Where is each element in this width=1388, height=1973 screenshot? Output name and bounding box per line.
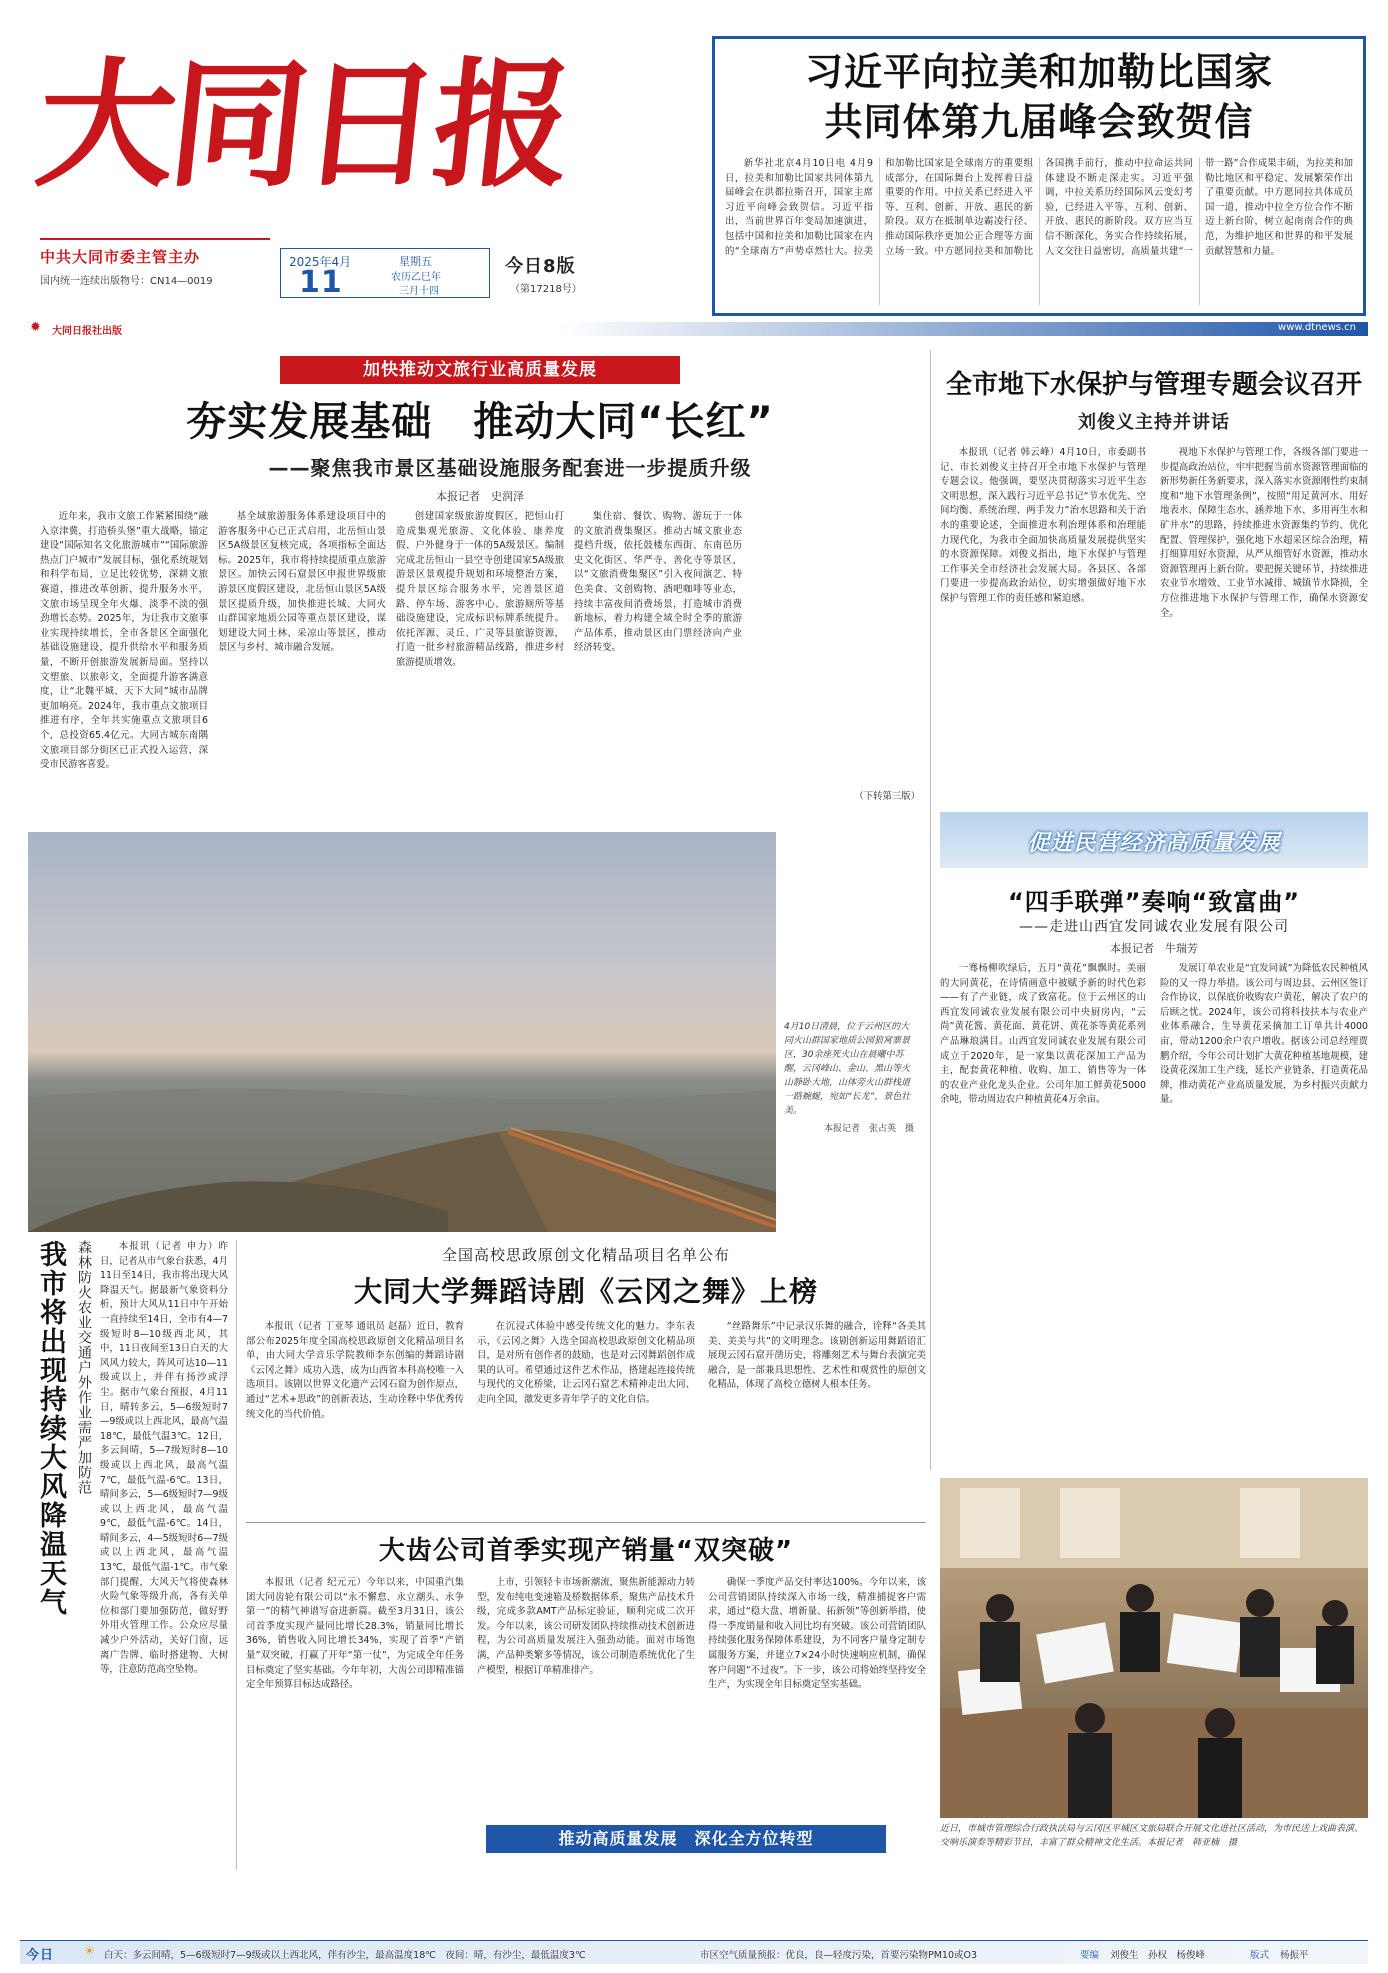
private-subtitle: ——走进山西宜发同诚农业发展有限公司 bbox=[1019, 919, 1289, 935]
drama-col-3: “丝路舞乐”中记录汉乐舞的融合，诠释“各美其美、美美与共”的文明理念。该剧创新运用舞蹈语汇展现云冈石窟开凿历史，将雕刻艺术与舞台表演完美融合，是一部兼具思想性、艺术性和观赏性的原创文化精品，体现了高校立德树人根本任务。 bbox=[708, 1321, 926, 1391]
water-article bbox=[940, 350, 1368, 790]
volcano-photo bbox=[28, 832, 776, 1232]
drama-col-2: 在沉浸式体验中感受传统文化的魅力。李东表示，《云冈之舞》入选全国高校思政原创文化精品项目，是对所有创作者的鼓励，也是对云冈舞蹈创作成果的认可。希望通过这件艺术作品，搭建起连接传统与现代的文化桥梁，让云冈石窟艺术精神走出大同、走向全国，激发更多青年学子的文化自信。 bbox=[477, 1321, 695, 1405]
section-rule bbox=[246, 1522, 926, 1523]
volcano-landscape bbox=[28, 832, 776, 1232]
flame-icon: ✹ bbox=[30, 320, 41, 335]
water-title: 全市地下水保护与管理专题会议召开 bbox=[945, 370, 1362, 400]
lead-story bbox=[712, 36, 1366, 316]
footer-layout: 杨振平 bbox=[1280, 1950, 1309, 1961]
volcano-caption-text: 4月10日清晨，位于云州区的大同火山群国家地质公园狼窝寨景区，30余座死火山在晨曦中苏醒，云冈峰山、金山、黑山等火山静卧大地，山体旁火山群栈道一路蜿蜒，宛如“长龙”，景色壮美。 bbox=[784, 1022, 911, 1116]
page-count: 今日8版 bbox=[505, 256, 576, 277]
weather-article bbox=[28, 1240, 228, 1880]
lead-title-line1: 习近平向拉美和加勒比国家 bbox=[804, 50, 1273, 94]
auto-col-1: 本报讯（记者 纪元元）今年以来，中国重汽集团大同齿轮有限公司以“永不懈怠、永立潮头、永争第一”的精气神谱写奋进新篇。截至3月31日，该公司首季度实现产量同比增长28.3%，销量同比增长36%，销售收入同比增长34%，实现了首季“产销量”双突破，打赢了开年“第一仗”，为完成全年任务目标奠定了坚实基础。今年年初，大齿公司即精准锚定全年预算目标达成路径。 bbox=[246, 1577, 464, 1691]
publisher: 大同日报社出版 bbox=[52, 326, 122, 337]
website[interactable]: www.dtnews.cn bbox=[1278, 322, 1356, 333]
day-number: 11 bbox=[299, 265, 343, 300]
auto-col-2: 上市，引领轻卡市场新潮流，聚焦新能源动力转型，发布纯电变速箱及桥数据体系，聚焦产品技术升级，完成多款AMT产品标定验证，顺利完成二次开发。今年以来，该公司研发团队持续推动技术创新进程，为公司高质量发展注入强劲动能。面对市场饱满，产品种类繁多等情况，该公司制造系统优化了生产模型，根据订单精准排产。 bbox=[477, 1577, 695, 1676]
water-subtitle: 刘俊义主持并讲话 bbox=[1078, 412, 1230, 433]
weather-icon: ☀ bbox=[84, 1944, 95, 1958]
lead-title-line2: 共同体第九届峰会致贺信 bbox=[824, 100, 1254, 144]
issn: 国内统一连续出版物号：CN14—0019 bbox=[40, 276, 213, 287]
auto-col-3: 确保一季度产品交付率达100%。今年以来，该公司营销团队持续深入市场一线，精准捕捉客户需求，通过“稳大盘、增新量、拓新领”等创新举措，使得一季度销量和收入同比均有突破。该公司营销团队持续强化服务保障体系建设，为不同客户量身定制专属服务方案，并建立7×24小时快速响应机制，确保客户问题“不过夜”。下一步，该公司将始终坚持安全生产，为实现全年目标奠定坚实基础。 bbox=[708, 1577, 926, 1691]
volcano-credit: 本报记者 张占英 摄 bbox=[823, 1124, 914, 1134]
sponsor: 中共大同市委主管主办 bbox=[40, 248, 201, 266]
water-col-1: 本报讯（记者 韩云峰）4月10日，市委副书记、市长刘俊义主持召开全市地下水保护与管理专题会议。他强调，要坚决贯彻落实习近平生态文明思想，深入践行习近平总书记“节水优先、空间均衡、系统治理、两手发力”治水思路和关于治水的重要论述，全面推进水利治理体系和治理能力现代化，为我市全面加快高质量发展提供坚实的水资源保障。刘俊义指出，地下水保护与管理工作事关全市经济社会发展大局。各县区、各部门要进一步提高政治站位，切实增强做好地下水保护与管理工作的责任感和紧迫感。 bbox=[940, 447, 1146, 604]
weekday: 星期五 bbox=[399, 255, 432, 268]
private-col-2: 发展订单农业是“宜发同诚”为降低农民种植风险的又一得力举措。该公司与周边县、云州区签订合作协议，以保底价收购农户黄花，解决了农户的后顾之忧。2024年，该公司将科技扶本与农业产业体系融合，生导黄花采摘加工订单共计4000亩，带动1200余户农户增收。据该公司总经理贾鹏介绍，今年公司计划扩大黄花种植基地规模，建设黄花深加工生产线，延长产业链条，打造黄花品牌，推动黄花产业高质量发展，为乡村振兴贡献力量。 bbox=[1160, 963, 1368, 1106]
private-title: “四手联弹”奏响“致富曲” bbox=[1007, 888, 1301, 916]
footer-layout-label: 版式 bbox=[1250, 1950, 1270, 1961]
tourism-col-2: 基全域旅游服务体系建设项目中的游客服务中心已正式启用，北岳恒山景区5A级景区复核完成，各项指标全面达标。2025年，我市将持续提质重点旅游景区。加快云冈石窟景区申报世界级旅游景区度假区建设，北岳恒山景区5A级景区提质升级，加快推进长城、大同火山群国家地质公园等重点景区建设，谋划建设大同土林、采凉山等景区，推动景区与乡村、城市融合发展。 bbox=[218, 511, 386, 654]
tourism-banner: 加快推动文旅行业高质量发展 bbox=[280, 356, 680, 384]
lead-body: 新华社北京4月10日电 4月9日，拉美和加勒比国家共同体第九届峰会在洪都拉斯召开，国家主席习近平向峰会致贺信。习近平指出，当前世界百年变局加速演进，包括中国和拉美和加勒比国家在内的“全球南方”声势卓然壮大。拉美和加勒比国家是全球南方的重要组成部分，在国际舞台上发挥着日益重要的作用。中拉关系已经进入平等、互利、创新、开放、惠民的新阶段。双方在抵制单边霸凌行径、推动国际秩序更加公正合理等方面立场一致。中方愿同拉美和加勒比各国携手前行，推动中拉命运共同体建设不断走深走实。习近平强调，中拉关系历经国际风云变幻考验，已经进入平等、互利、创新、开放、惠民的新阶段。双方应当互信不断深化，务实合作持续拓展，人文交往日益密切，高质量共建“一带一路”合作成果丰硕，为拉美和加勒比地区和平稳定、发展繁荣作出了重要贡献。中方愿同拉共体成员国一道，推动中拉全方位合作不断迈上新台阶，树立起南南合作的典范，为维护地区和世界的和平发展贡献智慧和力量。 bbox=[725, 158, 1353, 257]
water-col-2: 视地下水保护与管理工作，各级各部门要进一步提高政治站位，牢牢把握当前水资源管理面临的新形势新任务新要求，深入落实水资源刚性约束制度和“地下水管理条例”，按照“用足黄河水、用好地表水、保障生态水、涵养地下水、多用再生水和矿井水”的思路，持续推进水资源集约节约、优化配置、管理保护，强化地下水超采区综合治理，精打细算用好水资源，从严从细管好水资源，推动水资源管理再上新台阶。要把握关键环节，持续推进农业节水增效、工业节水减排、城镇节水降损，全方位推进地下水保护与管理工作，确保水资源安全。 bbox=[1160, 447, 1368, 619]
footer-today: 今日 bbox=[26, 1948, 55, 1963]
tourism-article bbox=[40, 350, 920, 820]
footer-editors: 刘俊生 孙权 杨俊峰 bbox=[1110, 1950, 1206, 1961]
drama-kicker: 全国高校思政原创文化精品项目名单公布 bbox=[441, 1246, 730, 1264]
weather-title: 我市将出现持续大风降温天气 bbox=[35, 1240, 66, 1617]
private-banner-box bbox=[940, 812, 1368, 868]
column-rule bbox=[236, 1240, 237, 1870]
footer-bar bbox=[20, 1940, 1368, 1964]
auto-article bbox=[246, 1530, 926, 1860]
newspaper-logo: 大同日报 bbox=[29, 43, 575, 206]
weather-side-title: 森林防火农业交通户外作业需严加防范 bbox=[76, 1240, 92, 1495]
volcano-caption bbox=[784, 1020, 914, 1230]
column-rule bbox=[930, 350, 931, 1470]
masthead bbox=[0, 0, 1388, 340]
tourism-title: 夯实发展基础 推动大同“长红” bbox=[186, 399, 774, 445]
drama-col-1: 本报讯（记者 丁亚琴 通讯员 赵磊）近日，教育部公布2025年度全国高校思政原创文化精品项目名单，由大同大学音乐学院教师李东创编的舞蹈诗剧《云冈之舞》成功入选，成为山西省本科高校唯一入选项目。该剧以世界文化遗产云冈石窟为创作原点，通过“艺术+思政”的创新表达，生动诠释中华优秀传统文化的当代价值。 bbox=[246, 1321, 464, 1420]
bottom-banner: 推动高质量发展 深化全方位转型 bbox=[486, 1825, 886, 1853]
logo-divider bbox=[40, 238, 270, 240]
private-economy-article bbox=[940, 812, 1368, 1472]
tourism-subtitle: ——聚焦我市景区基础设施服务配套进一步提质升级 bbox=[268, 456, 752, 480]
footer-weather: 白天：多云间晴，5—6级短时7—9级或以上西北风，伴有沙尘，最高温度18℃ 夜间：晴，有沙尘，最低温度3℃ bbox=[104, 1950, 586, 1961]
concert-caption: 近日，市城市管理综合行政执法局与云冈区平城区文旅局联合开展文化进社区活动，为市民送上戏曲表演、交响乐演奏等精彩节目，丰富了群众精神文化生活。本报记者 韩亚楠 摄 bbox=[940, 1824, 1364, 1848]
private-col-1: 一骞杨柳吹绿后，五月“黄花”飘飘时。美丽的大同黄花，在诗情画意中被赋予新的时代色彩——有了产业链，成了致富花。位于云州区的山西宜发同诚农业发展有限公司中央厨房内，“云尚”黄花酱、黄花面、黄花饼、黄花茶等黄花系列产品琳琅满目。山西宜发同诚农业发展有限公司成立于2020年，是一家集以黄花深加工产品为主，配套黄花种植、收购、加工、销售等为一体的农业产业化龙头企业。公司年加工鲜黄花5000余吨，带动周边农户种植黄花4万余亩。 bbox=[940, 963, 1146, 1106]
tourism-continued: （下转第三版） bbox=[854, 791, 920, 802]
private-banner: 促进民营经济高质量发展 bbox=[1027, 831, 1281, 856]
drama-article bbox=[246, 1240, 926, 1520]
issue-number: （第17218号） bbox=[510, 284, 582, 295]
footer-air: 市区空气质量预报：优良，良—轻度污染，首要污染物PM10或O3 bbox=[700, 1950, 978, 1961]
publisher-bar bbox=[20, 322, 1368, 336]
tourism-reporter: 本报记者 史润泽 bbox=[436, 490, 524, 503]
concert-photo bbox=[940, 1478, 1368, 1818]
weather-body: 本报讯（记者 申力）昨日，记者从市气象台获悉，4月11日至14日，我市将出现大风降温天气。据最新气象资料分析，预计大风从11日中午开始一直持续至14日，全市有4—7级短时8—10级西北风，其中，11日夜间至13日白天的大风风力较大，阵风可达10—11级或以上，并伴有扬沙或浮尘。据市气象台预报，4月11日，晴转多云，5—6级短时7—9级或以上西北风，最高气温18℃，最低气温3℃。12日，多云间晴，5—7级短时8—10级或以上西北风，最高气温7℃，最低气温-6℃。13日，晴间多云，5—6级短时7—9级或以上西北风，最高气温9℃，最低气温-6℃。14日，晴间多云，4—5级短时6—7级或以上西北风，最高气温13℃，最低气温-1℃。市气象部门提醒，大风天气将使森林火险气象等级升高，各有关单位和部门要加强防范，做好野外用火管理工作。公众应尽量减少户外活动，关好门窗，远离广告牌、临时搭建物、大树等，注意防范高空坠物。 bbox=[100, 1241, 228, 1676]
private-reporter: 本报记者 牛瑞芳 bbox=[1110, 942, 1198, 955]
date-box bbox=[280, 248, 490, 298]
concert-scene bbox=[940, 1478, 1368, 1818]
lunar-year: 农历乙巳年 bbox=[391, 272, 441, 283]
auto-title: 大齿公司首季实现产销量“双突破” bbox=[378, 1536, 794, 1566]
drama-title: 大同大学舞蹈诗剧《云冈之舞》上榜 bbox=[353, 1275, 818, 1308]
footer-editor-label: 要编 bbox=[1080, 1950, 1100, 1961]
tourism-col-3: 创建国家级旅游度假区，把恒山打造成集观光旅游、文化体验、康养度假、户外健身于一体的5A级景区。编制完成北岳恒山一县空寺创建国家5A级旅游景区景观提升规划和环境整治方案，提升景区综合服务水平，完善景区道路、停车场、游客中心、旅游厕所等基础设施建设，完成标识标牌系统提升。依托浑源、灵丘、广灵等县旅游资源，打造一批乡村旅游精品线路，推进乡村旅游提质增效。 bbox=[396, 511, 564, 668]
tourism-col-1: 近年来，我市文旅工作紧紧围绕“融入京津冀，打造桥头堡”重大战略，锚定建设“国际知名文化旅游城市”“国际旅游热点门户城市”发展目标，强化系统规划和科学布局，立足比较优势，深耕文旅赛道，推进改革创新，提升服务水平，文旅市场呈现全年火爆、淡季不淡的强劲增长态势。2025年，为让我市文旅事业实现持续增长，全市各景区全面强化基础设施建设，提升供给水平和服务质量，不断开创旅游发展新局面。坚持以文塑旅、以旅彰文，全面提升游客满意度，让“北魏平城、天下大同”城市品牌更加响亮。2024年，我市重点文旅项目推进有序，全年共实施重点文旅项目6个，总投资65.4亿元。大同古城东南隅文旅项目部分街区已正式投入运营，深受市民游客喜爱。 bbox=[40, 511, 208, 771]
tourism-col-4: 集住宿、餐饮、购物、游玩于一体的文旅消费集聚区。推动古城文旅业态提档升级，依托鼓楼东西街、东南邑历史文化街区、华严寺、善化寺等景区，以“文旅消费集聚区”引入夜间演艺、特色美食、文创购物、酒吧咖啡等业态，持续丰富夜间消费场景，打造城市消费新地标，着力构建全域全时全季的旅游产品体系，推动景区由门票经济向产业经济转变。 bbox=[574, 511, 742, 654]
lunar-day: 三月十四 bbox=[399, 286, 439, 297]
year-month: 2025年4月 bbox=[289, 255, 352, 269]
